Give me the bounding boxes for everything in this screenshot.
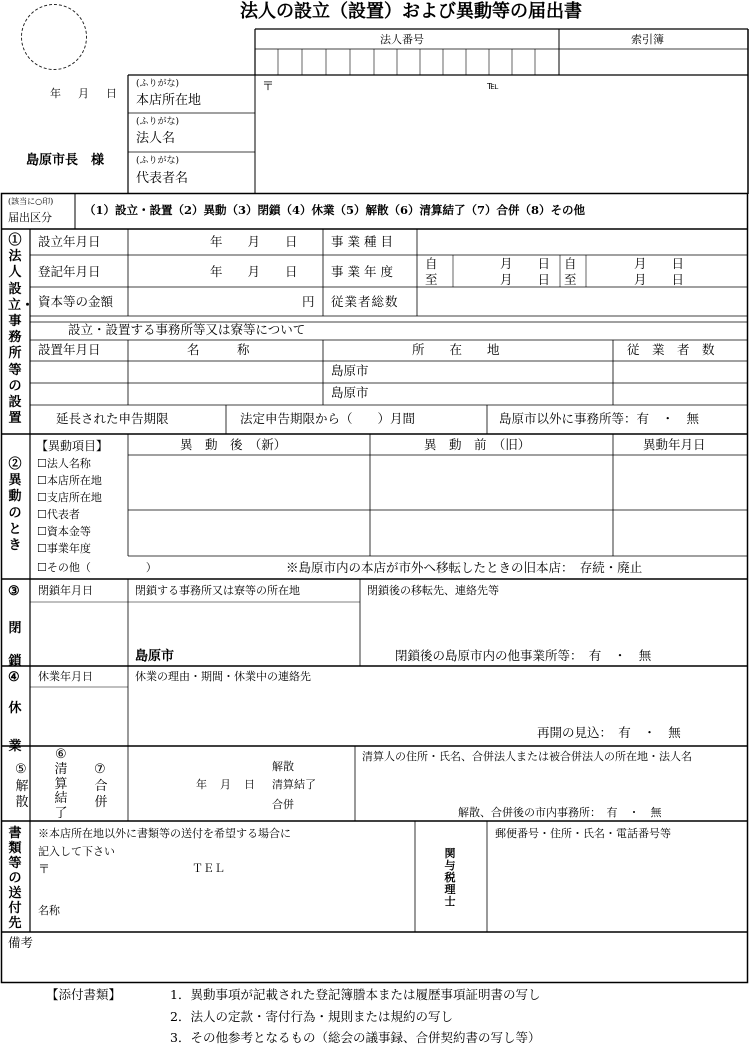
tax-accountant-contact: 郵便番号・住所・氏名・電話番号等 bbox=[495, 827, 671, 840]
category-options: （1）設立・設置（2）異動（3）閉鎖（4）休業（5）解散（6）清算結了（7）合併（8）その他 bbox=[84, 203, 586, 217]
fiscal-to-1: 至 bbox=[425, 272, 438, 287]
postal-mark: 〒 bbox=[262, 79, 275, 93]
closed-city: 島原市 bbox=[135, 649, 175, 664]
offices-caption: 設立・設置する事務所等又は寮等について bbox=[68, 322, 306, 337]
change-item-representative[interactable]: ☐代表者 bbox=[37, 508, 80, 521]
employees-col: 従 業 者 数 bbox=[627, 342, 715, 357]
established-ymd: 年 月 日 bbox=[210, 234, 298, 249]
dissolution-opt[interactable]: 解散 bbox=[272, 760, 294, 773]
tax-accountant-label: 関与税理士 bbox=[444, 847, 456, 908]
date-label: 年 月 日 bbox=[50, 87, 120, 100]
seal-stamp-circle bbox=[21, 4, 87, 70]
corp-name-label: 法人名 bbox=[136, 131, 176, 146]
liquidation-opt[interactable]: 清算結了 bbox=[272, 778, 316, 791]
furigana-name: (ふりがな) bbox=[136, 117, 180, 127]
delivery-tel: ＴＥＬ bbox=[192, 862, 225, 875]
section4-num: ④ bbox=[8, 670, 20, 685]
c6-num: ⑥ bbox=[55, 747, 67, 762]
section1-side-label: ①法人設立・事務所等の設置 bbox=[8, 233, 35, 427]
delivery-postal: 〒 bbox=[38, 862, 51, 876]
delivery-note-1: ※本店所在地以外に書類等の送付を希望する場合に bbox=[38, 827, 291, 840]
fiscal-year-label: 事業年度 bbox=[331, 264, 398, 279]
change-items-label: 【異動項目】 bbox=[36, 439, 109, 453]
capital-label: 資本等の金額 bbox=[38, 294, 114, 309]
attachments-label: 【添付書類】 bbox=[46, 987, 122, 1002]
relocation-note: ※島原市内の本店が市外へ移転したときの旧本店： 存続・廃止 bbox=[286, 560, 643, 575]
closed-date-label: 閉鎖年月日 bbox=[38, 584, 93, 597]
yen-unit: 円 bbox=[302, 294, 315, 309]
attachment-1: 1．異動事項が記載された登記簿謄本または履歴事項証明書の写し bbox=[170, 987, 541, 1002]
corp-number-label: 法人番号 bbox=[380, 33, 424, 46]
other-offices-after-closing: 閉鎖後の島原市内の他事業所等： 有 ・ 無 bbox=[395, 648, 652, 663]
setup-date-col: 設置年月日 bbox=[38, 342, 101, 357]
business-type-label: 事業種目 bbox=[331, 234, 398, 249]
c5-ymd: 年 月 日 bbox=[196, 778, 256, 791]
c5-num: ⑤ bbox=[15, 762, 27, 777]
change-date-col: 異動年月日 bbox=[643, 437, 706, 452]
fiscal-from-1: 自 bbox=[425, 256, 438, 271]
registered-date-label: 登記年月日 bbox=[38, 264, 101, 279]
extended-deadline-label: 延長された申告期限 bbox=[56, 411, 169, 426]
section2-side-label: ②異動のとき bbox=[8, 457, 22, 554]
registered-ymd: 年 月 日 bbox=[210, 264, 298, 279]
c7-num: ⑦ bbox=[94, 762, 106, 777]
merger-opt[interactable]: 合併 bbox=[272, 798, 294, 811]
fiscal-to-md-2: 月 日 bbox=[634, 272, 685, 287]
change-item-name[interactable]: ☐法人名称 bbox=[37, 457, 91, 470]
c5-label: 解散 bbox=[15, 779, 29, 811]
statutory-deadline: 法定申告期限から（ ）月間 bbox=[240, 411, 416, 426]
section4-side-label: 休業 bbox=[8, 701, 22, 754]
location-col: 所 在 地 bbox=[412, 342, 500, 357]
offices-after-dissolution: 解散、合併後の市内事務所： 有 ・ 無 bbox=[458, 806, 662, 819]
change-item-hq[interactable]: ☐本店所在地 bbox=[37, 474, 102, 487]
delivery-name: 名称 bbox=[38, 904, 60, 917]
liquidator-label: 清算人の住所・氏名、合併法人または被合併法人の所在地・法人名 bbox=[362, 750, 692, 763]
fiscal-to-2: 至 bbox=[564, 272, 577, 287]
category-note: (該当に○印) bbox=[8, 197, 54, 206]
resume-outlook: 再開の見込： 有 ・ 無 bbox=[537, 725, 681, 740]
after-col: 異 動 後 （新） bbox=[180, 437, 287, 452]
change-item-other[interactable]: ☐その他（ ） bbox=[37, 561, 157, 574]
hq-address-label: 本店所在地 bbox=[136, 93, 202, 108]
tel-mark: ℡ bbox=[487, 79, 499, 92]
change-item-branch[interactable]: ☐支店所在地 bbox=[37, 491, 102, 504]
form-title: 法人の設立（設置）および異動等の届出書 bbox=[240, 1, 582, 22]
index-label: 索引簿 bbox=[631, 33, 664, 46]
furigana-rep: (ふりがな) bbox=[136, 156, 180, 166]
c6-label: 清算結了 bbox=[54, 762, 68, 821]
furigana-hq: (ふりがな) bbox=[136, 79, 180, 89]
section3-num: ③ bbox=[8, 584, 20, 599]
recipient: 島原市長 様 bbox=[26, 153, 105, 168]
fiscal-from-md-1: 月 日 bbox=[500, 256, 551, 271]
closed-location-label: 閉鎖する事務所又は寮等の所在地 bbox=[135, 584, 300, 597]
name-col: 名 称 bbox=[187, 342, 250, 357]
c7-label: 合併 bbox=[94, 779, 108, 811]
office-city-1: 島原市 bbox=[331, 363, 369, 378]
remarks-label: 備考 bbox=[8, 935, 34, 950]
destination-label: 閉鎖後の移転先、連絡先等 bbox=[367, 584, 499, 597]
section3-side-label: 閉鎖 bbox=[8, 621, 22, 669]
change-item-fiscal-year[interactable]: ☐事業年度 bbox=[37, 542, 91, 555]
employees-total-label: 従業者総数 bbox=[331, 294, 399, 309]
established-date-label: 設立年月日 bbox=[38, 234, 101, 249]
suspend-date-label: 休業年月日 bbox=[38, 670, 93, 683]
before-col: 異 動 前 （旧） bbox=[424, 437, 531, 452]
category-label: 届出区分 bbox=[8, 211, 52, 224]
attachment-2: 2．法人の定款・寄付行為・規則または規約の写し bbox=[170, 1009, 453, 1024]
representative-label: 代表者名 bbox=[136, 171, 189, 186]
change-item-capital[interactable]: ☐資本金等 bbox=[37, 525, 91, 538]
fiscal-to-md-1: 月 日 bbox=[500, 272, 551, 287]
attachment-3: 3．その他参考となるもの（総会の議事録、合併契約書の写し等） bbox=[170, 1030, 541, 1045]
delivery-note-2: 記入して下さい bbox=[38, 845, 115, 858]
fiscal-from-2: 自 bbox=[564, 256, 577, 271]
office-city-2: 島原市 bbox=[331, 385, 369, 400]
section6-side-label: 書類等の送付先 bbox=[8, 826, 22, 931]
fiscal-from-md-2: 月 日 bbox=[634, 256, 685, 271]
suspend-reason-label: 休業の理由・期間・休業中の連絡先 bbox=[135, 670, 311, 683]
outside-offices: 島原市以外に事務所等：有 ・ 無 bbox=[499, 411, 700, 426]
